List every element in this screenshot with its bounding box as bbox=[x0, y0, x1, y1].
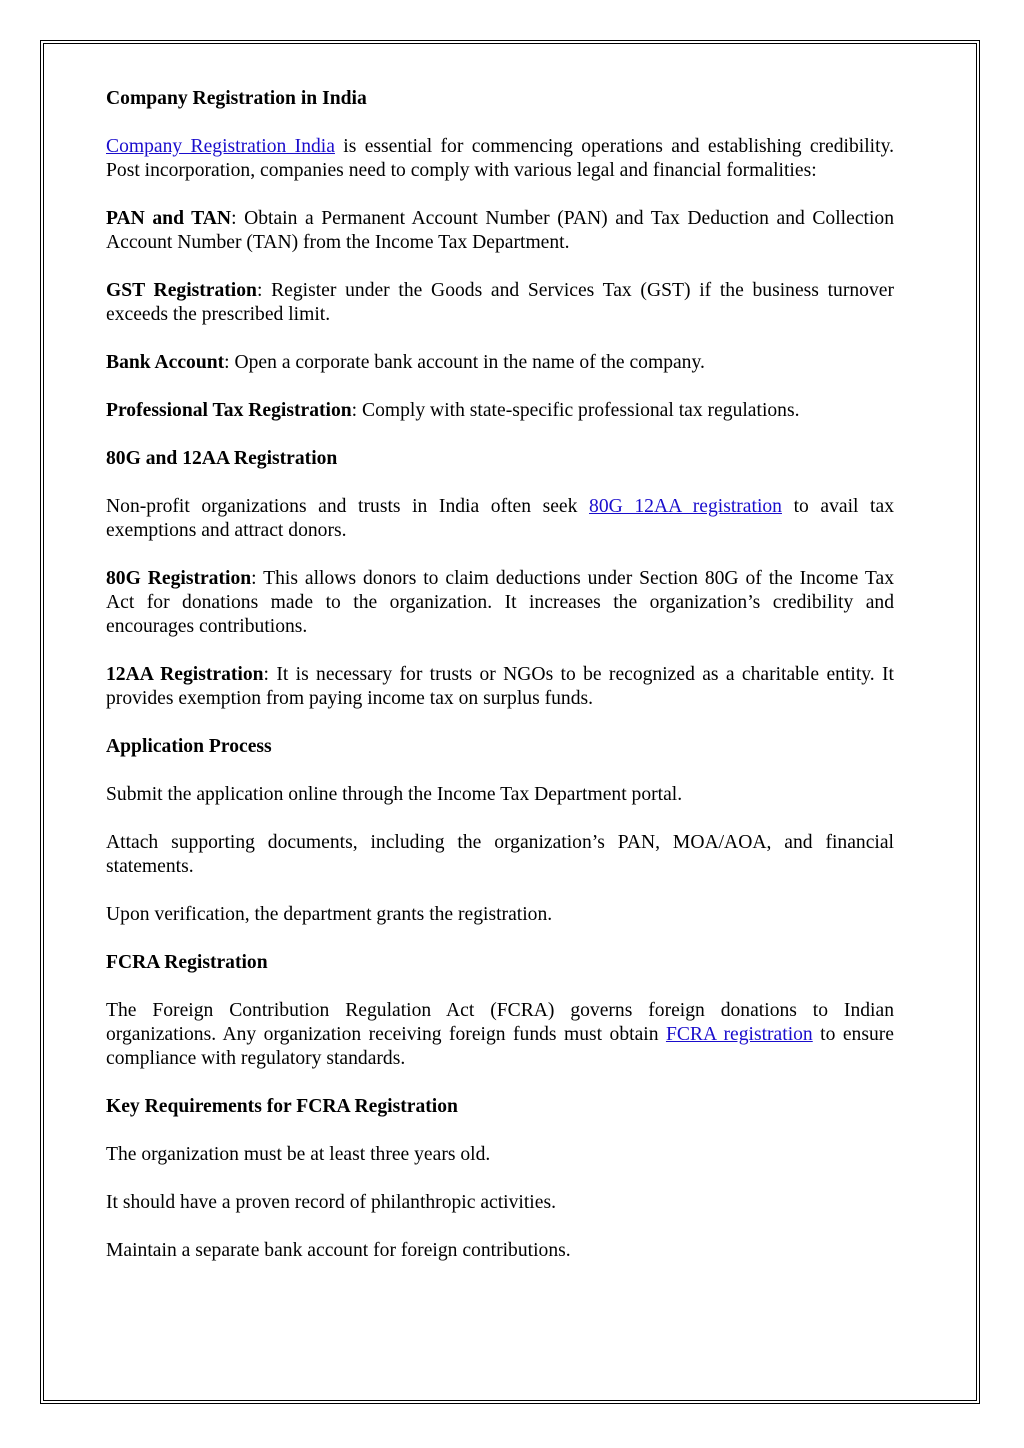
paragraph-pan-tan bbox=[106, 207, 894, 255]
label-80g-registration: 80G Registration bbox=[106, 568, 252, 589]
heading-fcra-registration: FCRA Registration bbox=[106, 952, 268, 973]
fcra-intro-after: to ensure compliance with regulatory standards. bbox=[106, 1024, 894, 1069]
fcra-intro-before: The Foreign Contribution Regulation Act (FCRA) governs foreign donations to Indian organizations. Any organization receiving foreign funds must obtain bbox=[106, 1000, 894, 1045]
paragraph-bank-account bbox=[106, 351, 894, 375]
heading-application-process: Application Process bbox=[106, 736, 272, 757]
paragraph-80g-intro bbox=[106, 495, 894, 543]
paragraph-requirement-1: The organization must be at least three years old. bbox=[106, 1144, 491, 1165]
link-company-registration-india[interactable]: Company Registration India bbox=[106, 136, 335, 157]
document-body bbox=[106, 87, 894, 1287]
heading-company-registration: Company Registration in India bbox=[106, 88, 367, 109]
paragraph-gst bbox=[106, 279, 894, 327]
paragraph-requirement-3: Maintain a separate bank account for foreign contributions. bbox=[106, 1240, 571, 1261]
paragraph-fcra-intro bbox=[106, 999, 894, 1071]
link-80g-12aa-registration[interactable]: 80G 12AA registration bbox=[589, 496, 782, 517]
paragraph-application-step-3: Upon verification, the department grants the registration. bbox=[106, 904, 553, 925]
12aa-registration-text: : It is necessary for trusts or NGOs to be recognized as a charitable entity. It provides exemption from paying income tax on surplus funds. bbox=[106, 664, 894, 709]
company-intro-text: is essential for commencing operations and establishing credibility. Post incorporation, companies need to comply with various legal and financial formalities: bbox=[106, 136, 894, 181]
paragraph-application-step-2: Attach supporting documents, including the organization’s PAN, MOA/AOA, and financial statements. bbox=[106, 832, 894, 877]
heading-80g-12aa: 80G and 12AA Registration bbox=[106, 448, 338, 469]
label-professional-tax: Professional Tax Registration bbox=[106, 400, 352, 421]
label-bank-account: Bank Account bbox=[106, 352, 225, 373]
heading-key-requirements: Key Requirements for FCRA Registration bbox=[106, 1096, 458, 1117]
paragraph-12aa-registration bbox=[106, 663, 894, 711]
label-pan-tan: PAN and TAN bbox=[106, 208, 232, 229]
gst-text: : Register under the Goods and Services Tax (GST) if the business turnover exceeds the prescribed limit. bbox=[106, 280, 894, 325]
80g-registration-text: : This allows donors to claim deductions under Section 80G of the Income Tax Act for donations made to the organization. It increases the organization’s credibility and encourages contributions. bbox=[106, 568, 894, 637]
paragraph-80g-registration bbox=[106, 567, 894, 639]
paragraph-company-intro bbox=[106, 135, 894, 183]
label-gst: GST Registration bbox=[106, 280, 257, 301]
paragraph-application-step-1: Submit the application online through the Income Tax Department portal. bbox=[106, 784, 683, 805]
bank-account-text: : Open a corporate bank account in the name of the company. bbox=[224, 352, 705, 373]
label-12aa-registration: 12AA Registration bbox=[106, 664, 264, 685]
80g-intro-after: to avail tax exemptions and attract donors. bbox=[106, 496, 894, 541]
80g-intro-before: Non-profit organizations and trusts in India often seek bbox=[106, 496, 590, 517]
paragraph-requirement-2: It should have a proven record of philanthropic activities. bbox=[106, 1192, 556, 1213]
paragraph-professional-tax bbox=[106, 399, 894, 423]
professional-tax-text: : Comply with state-specific professional tax regulations. bbox=[351, 400, 800, 421]
link-fcra-registration[interactable]: FCRA registration bbox=[665, 1024, 813, 1045]
pan-tan-text: : Obtain a Permanent Account Number (PAN) and Tax Deduction and Collection Account Number (TAN) from the Income Tax Department. bbox=[106, 208, 894, 253]
